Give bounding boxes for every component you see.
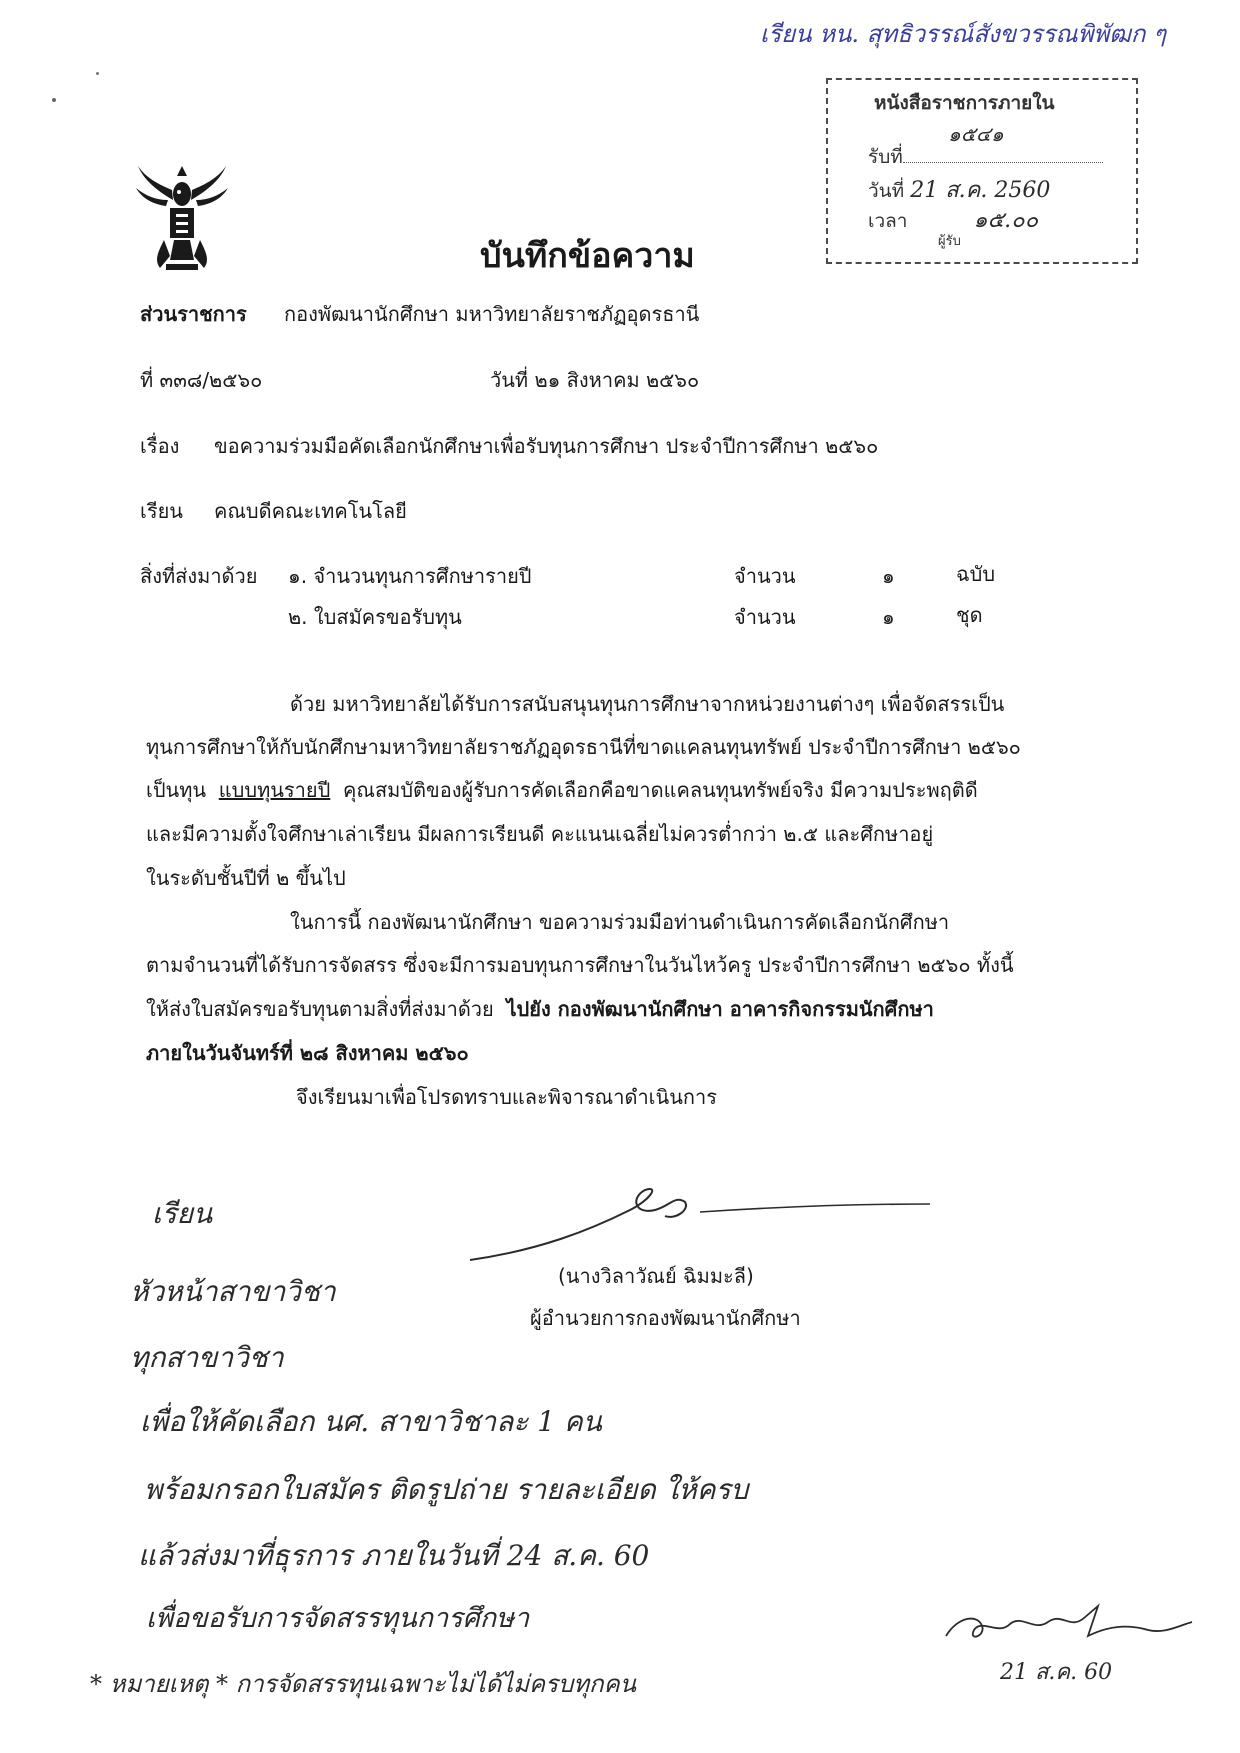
- subject-text: ขอความร่วมมือคัดเลือกนักศึกษาเพื่อรับทุนการศึกษา ประจำปีการศึกษา ๒๕๖๐: [214, 434, 879, 458]
- paragraph-1-text: เป็นทุน: [146, 778, 207, 802]
- signer-title: ผู้อำนวยการกองพัฒนานักศึกษา: [530, 1306, 801, 1330]
- enclosure-unit: ฉบับ: [956, 562, 996, 586]
- paragraph-1-line: ด้วย มหาวิทยาลัยได้รับการสนับสนุนทุนการศึกษาจากหน่วยงานต่างๆ เพื่อจัดสรรเป็น: [290, 692, 1005, 716]
- top-handwritten-note: เรียน หน. สุทธิวรรณ์สังขวรรณพิพัฒก ๆ: [760, 20, 1166, 48]
- enclosure-item: ๒. ใบสมัครขอรับทุน: [288, 605, 462, 629]
- enclosure-unit: ชุด: [956, 603, 983, 627]
- stamp-number: ๑๕๔๑: [948, 122, 1004, 146]
- stamp-time-value: ๑๕.๐๐: [973, 208, 1038, 233]
- handwritten-line: หัวหน้าสาขาวิชา: [130, 1275, 336, 1308]
- stamp-date-value: 21 ส.ค. 2560: [910, 178, 1051, 203]
- director-signature-icon: [460, 1180, 940, 1270]
- department-value: กองพัฒนานักศึกษา มหาวิทยาลัยราชภัฏอุดรธานี: [284, 302, 700, 326]
- stamp-date-label: วันที่: [868, 180, 905, 202]
- enclosure-item: ๑. จำนวนทุนการศึกษารายปี: [288, 564, 532, 588]
- paragraph-2-line: ตามจำนวนที่ได้รับการจัดสรร ซึ่งจะมีการมอบทุนการศึกษาในวันไหว้ครู ประจำปีการศึกษา ๒๕๖๐ ทั้งนี้: [146, 953, 1014, 977]
- paragraph-1-line: และมีความตั้งใจศึกษาเล่าเรียน มีผลการเรียนดี คะแนนเฉลี่ยไม่ควรต่ำกว่า ๒.๕ และศึกษาอยู่: [146, 822, 934, 846]
- paragraph-2-text: ให้ส่งใบสมัครขอรับทุนตามสิ่งที่ส่งมาด้วย: [146, 997, 494, 1021]
- stamp-time-label: เวลา: [868, 210, 908, 232]
- stamp-footer: ผู้รับ: [938, 234, 961, 249]
- paragraph-2-bold-text: ไปยัง กองพัฒนานักศึกษา อาคารกิจกรรมนักศึกษา: [506, 997, 934, 1021]
- handwritten-signature-icon: [938, 1596, 1198, 1656]
- enclosure-qty-label: จำนวน: [734, 564, 796, 588]
- paragraph-1-text: คุณสมบัติของผู้รับการคัดเลือกคือขาดแคลนทุนทรัพย์จริง มีความประพฤติดี: [343, 778, 978, 802]
- handwritten-remark: * หมายเหตุ * การจัดสรรทุนเฉพาะไม่ได้ไม่ครบทุกคน: [90, 1670, 637, 1698]
- subject-label: เรื่อง: [140, 434, 180, 458]
- scan-speck: [52, 98, 56, 102]
- reference-number: ที่ ๓๓๘/๒๕๖๐: [140, 368, 263, 392]
- recipient-label: เรียน: [140, 499, 183, 523]
- recipient-text: คณบดีคณะเทคโนโลยี: [214, 499, 407, 523]
- paragraph-1-line: ในระดับชั้นปีที่ ๒ ขึ้นไป: [146, 866, 346, 890]
- stamp-title: หนังสือราชการภายใน: [874, 92, 1055, 114]
- received-stamp: [826, 78, 1138, 264]
- garuda-emblem-icon: [136, 160, 228, 272]
- paragraph-2-line: ในการนี้ กองพัฒนานักศึกษา ขอความร่วมมือท่านดำเนินการคัดเลือกนักศึกษา: [290, 910, 950, 934]
- deadline-bold-line: ภายในวันจันทร์ที่ ๒๘ สิงหาคม ๒๕๖๐: [146, 1041, 469, 1065]
- enclosure-label: สิ่งที่ส่งมาด้วย: [140, 564, 258, 588]
- scan-speck: [96, 72, 99, 75]
- handwritten-line: เพื่อขอรับการจัดสรรทุนการศึกษา: [146, 1603, 530, 1634]
- handwritten-line: เพื่อให้คัดเลือก นศ. สาขาวิชาละ 1 คน: [140, 1405, 602, 1438]
- stamp-received-label: รับที่: [868, 146, 903, 168]
- enclosure-qty-label: จำนวน: [734, 605, 796, 629]
- handwritten-salutation: เรียน: [152, 1197, 213, 1230]
- paragraph-1-line: ทุนการศึกษาให้กับนักศึกษามหาวิทยาลัยราชภัฏอุดรธานีที่ขาดแคลนทุนทรัพย์ ประจำปีการศึกษา ๒๕๖๐: [146, 735, 1021, 759]
- signer-name: (นางวิลาวัณย์ ฉิมมะลี): [558, 1264, 754, 1288]
- enclosure-qty: ๑: [882, 564, 895, 588]
- scholarship-type-underlined: แบบทุนรายปี: [218, 778, 331, 802]
- department-label: ส่วนราชการ: [140, 302, 247, 326]
- handwritten-line: แล้วส่งมาที่ธุรการ ภายในวันที่ 24 ส.ค. 60: [138, 1539, 650, 1572]
- closing-line: จึงเรียนมาเพื่อโปรดทราบและพิจารณาดำเนินการ: [296, 1085, 717, 1109]
- document-date: วันที่ ๒๑ สิงหาคม ๒๕๖๐: [490, 368, 700, 392]
- handwritten-line: พร้อมกรอกใบสมัคร ติดรูปถ่าย รายละเอียด ให้ครบ: [144, 1473, 749, 1506]
- enclosure-qty: ๑: [882, 605, 895, 629]
- handwritten-line: ทุกสาขาวิชา: [130, 1341, 284, 1374]
- handwritten-date: 21 ส.ค. 60: [1000, 1660, 1113, 1685]
- memo-title: บันทึกข้อความ: [480, 236, 695, 276]
